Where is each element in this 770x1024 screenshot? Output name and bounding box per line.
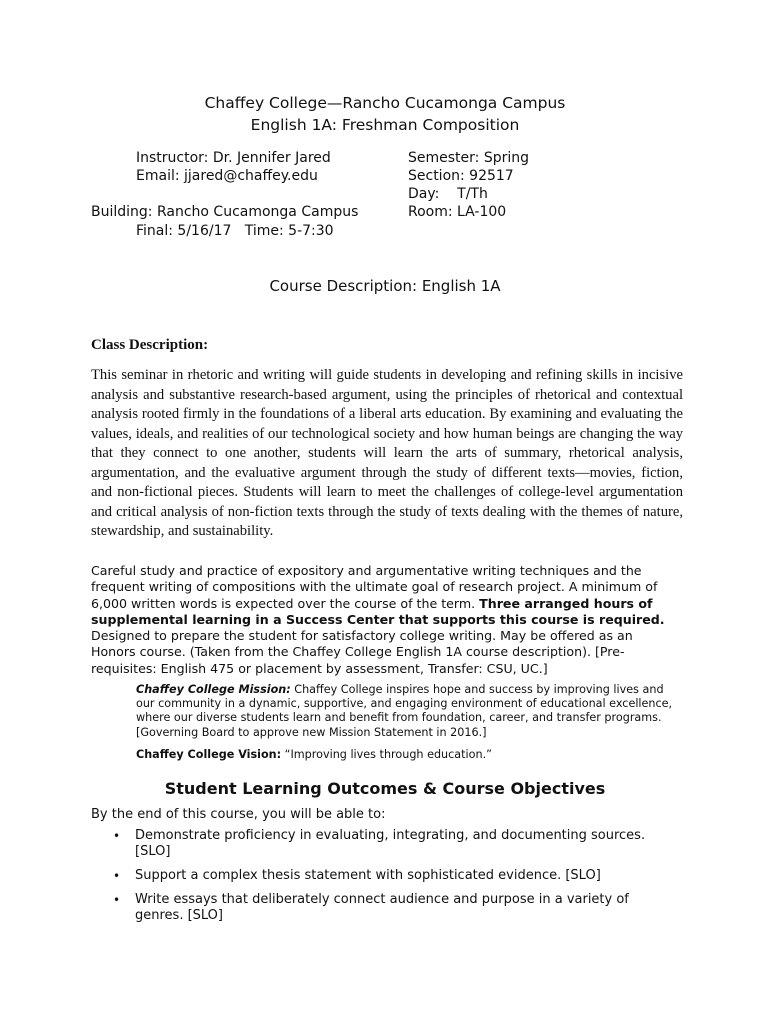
class-description-paragraph: This seminar in rhetoric and writing will guide students in developing and refining skills in incisive analysis and substantive research-based argument, using the principles of rhetorical and contextual analysis rooted firmly in the foundations of a liberal arts education. By examining and evaluating the values, ideals, and realities of our technological society and how human beings are changing the way that they connect to one another, students will learn the arts of summary, rhetorical analysis, argumentation, and the evaluative argument through the study of different texts—movies, fiction, and non-fictional pieces. Students will learn to meet the challenges of college-level argumentation and critical analysis of non-fiction texts through the study of texts dealing with the themes of nature, stewardship, and sustainability. [91, 367, 683, 539]
mission-label: Chaffey College Mission: [136, 683, 291, 696]
room-line: Room: LA-100 [408, 204, 507, 220]
outcomes-list [113, 828, 673, 932]
final-exam-line: Final: 5/16/17 Time: 5-7:30 [136, 223, 334, 239]
section-line: Section: 92517 [408, 168, 514, 184]
bullet-icon: • [113, 869, 121, 883]
college-title: Chaffey College—Rancho Cucamonga Campus [204, 94, 566, 112]
outcome-text: Demonstrate proficiency in evaluating, integrating, and documenting sources. [SLO] [135, 828, 646, 859]
outcome-text: Support a complex thesis statement with sophisticated evidence. [SLO] [135, 868, 601, 883]
study-text-3: Designed to prepare the student for satisfactory college writing. May be offered as an Honors course. (Taken from the Chaffey College English 1A course description). [Pre-requisites: English 475 or placement by assessment, Transfer: CSU, UC.] [91, 628, 633, 676]
building-line: Building: Rancho Cucamonga Campus [91, 204, 359, 220]
vision-label: Chaffey College Vision: [136, 748, 282, 761]
list-item [113, 892, 673, 924]
vision-text: “Improving lives through education.” [281, 748, 492, 761]
class-description-heading: Class Description: [91, 337, 209, 353]
list-item [113, 828, 673, 860]
outcome-text: Write essays that deliberately connect audience and purpose in a variety of genres. [SLO] [135, 892, 629, 923]
outcomes-intro: By the end of this course, you will be able to: [91, 807, 386, 822]
course-description-heading: Course Description: English 1A [269, 277, 501, 295]
supplemental-learning-requirement: Three arranged hours of supplemental learning in a Success Center that supports this course is required. [91, 595, 665, 627]
semester-line: Semester: Spring [408, 150, 530, 166]
email-line: Email: jjared@chaffey.edu [136, 168, 318, 184]
course-title: English 1A: Freshman Composition [250, 116, 520, 134]
study-text-1: Careful study and practice of expository and argumentative writing techniques and the frequent writing of compositions with the ultimate goal of research project. A minimum of 6,000 written words is expected over the course of the term. [91, 563, 658, 611]
vision-statement [136, 748, 684, 762]
bullet-icon: • [113, 893, 121, 907]
list-item [113, 868, 673, 884]
bullet-icon: • [113, 829, 121, 843]
mission-statement [136, 683, 684, 740]
course-study-paragraph [91, 563, 681, 677]
mission-text: Chaffey College inspires hope and success by improving lives and our community in a dynamic, supportive, and engaging environment of educational excellence, where our diverse students learn and benefit from foundation, career, and transfer programs. [Governing Board to approve new Mission Statement in 2016.] [136, 683, 673, 739]
day-line: Day: T/Th [408, 186, 488, 202]
instructor-line: Instructor: Dr. Jennifer Jared [136, 150, 331, 166]
outcomes-heading: Student Learning Outcomes & Course Objectives [164, 779, 606, 798]
